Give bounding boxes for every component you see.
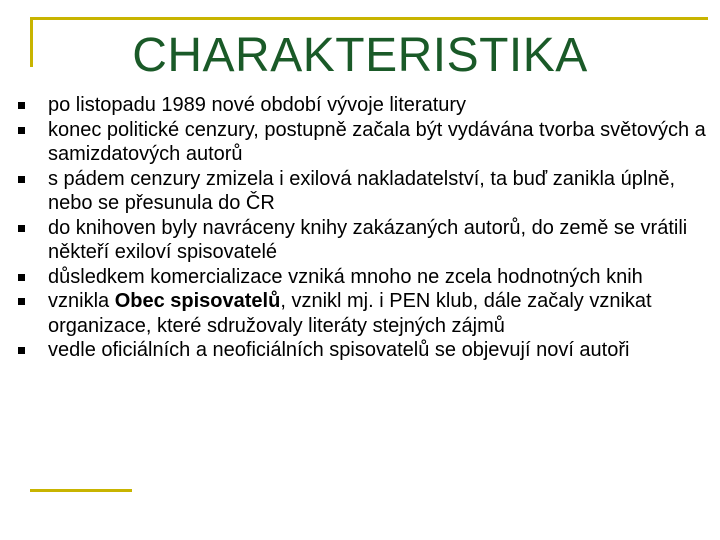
bullet-list bbox=[18, 93, 708, 363]
square-bullet-icon bbox=[18, 298, 25, 305]
square-bullet-icon bbox=[18, 274, 25, 281]
bullet-item bbox=[18, 216, 708, 265]
bullet-text-before: vznikla bbox=[48, 290, 115, 312]
bullet-item bbox=[18, 167, 708, 216]
bullet-text: konec politické cenzury, postupně začala být vydávána tvorba světových a samizdatových autorů bbox=[48, 118, 706, 165]
bullet-item bbox=[18, 118, 708, 167]
bullet-item bbox=[18, 265, 708, 290]
square-bullet-icon bbox=[18, 347, 25, 354]
square-bullet-icon bbox=[18, 127, 25, 134]
bullet-text-after: , vznikl mj. i PEN klub, dále začaly vznikat organizace, které sdružovaly literáty stejných zájmů bbox=[48, 290, 652, 337]
bullet-item bbox=[18, 93, 708, 118]
bottom-accent-line bbox=[30, 489, 132, 492]
slide-title: CHARAKTERISTIKA bbox=[132, 29, 588, 82]
square-bullet-icon bbox=[18, 102, 25, 109]
frame-top-line bbox=[30, 17, 708, 20]
bullet-text: po listopadu 1989 nové období vývoje literatury bbox=[48, 94, 467, 116]
square-bullet-icon bbox=[18, 176, 25, 183]
bullet-text: vedle oficiálních a neoficiálních spisovatelů se objevují noví autoři bbox=[48, 339, 630, 361]
bullet-item bbox=[18, 289, 708, 338]
bullet-text: důsledkem komercializace vzniká mnoho ne zcela hodnotných knih bbox=[48, 265, 643, 288]
bullet-text: s pádem cenzury zmizela i exilová nakladatelství, ta buď zanikla úplně, nebo se přesunula do ČR bbox=[48, 167, 676, 214]
square-bullet-icon bbox=[18, 225, 25, 232]
bullet-item bbox=[18, 338, 708, 363]
bullet-text-bold: Obec spisovatelů bbox=[114, 290, 281, 312]
bullet-text: do knihoven byly navráceny knihy zakázaných autorů, do země se vrátili někteří exiloví spisovatelé bbox=[48, 216, 688, 263]
